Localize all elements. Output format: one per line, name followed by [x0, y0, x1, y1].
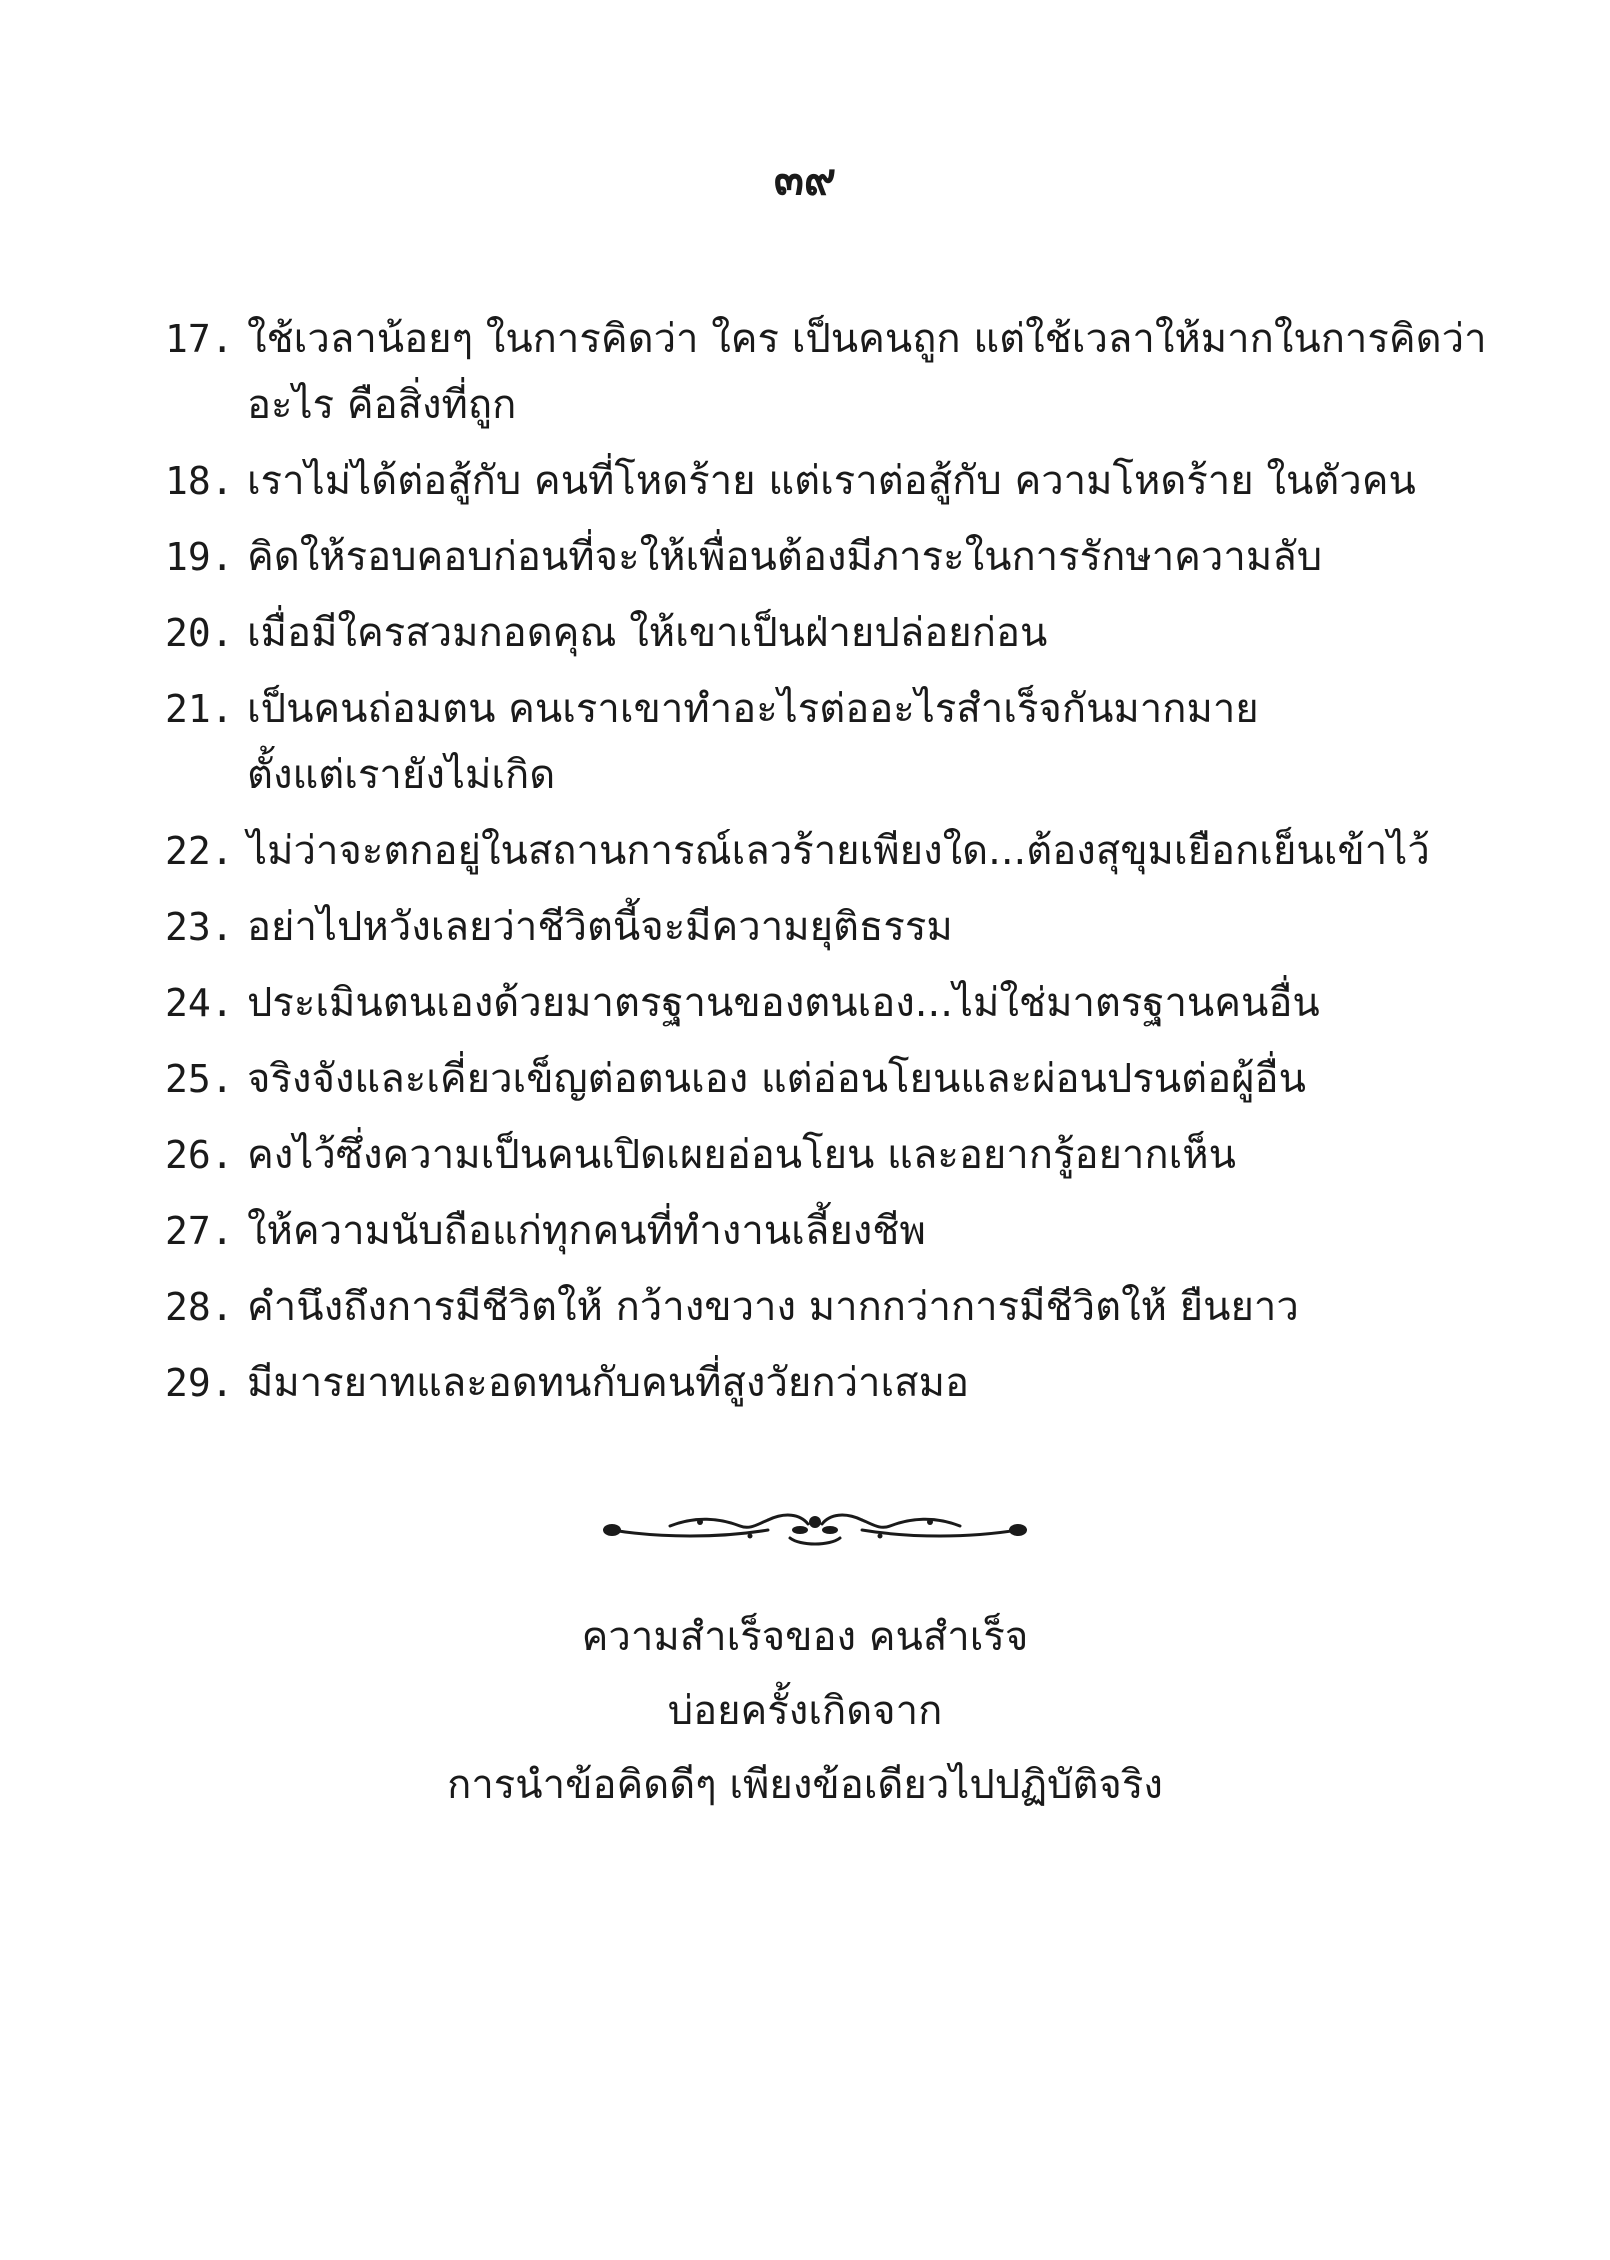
item-text: มีมารยาทและอดทนกับคนที่สูงวัยกว่าเสมอ [247, 1360, 969, 1406]
item-number: 27. [165, 1209, 234, 1253]
list-item [165, 524, 1485, 590]
list-item [165, 1046, 1485, 1112]
list-item [165, 894, 1485, 960]
item-number: 24. [165, 981, 234, 1025]
closing-line-1: ความสำเร็จของ คนสำเร็จ [581, 1614, 1029, 1660]
item-text: เมื่อมีใครสวมกอดคุณ ให้เขาเป็นฝ่ายปล่อยก่อน [247, 610, 1048, 656]
floral-divider-icon [600, 1508, 1030, 1552]
list-item [165, 1122, 1485, 1188]
list-item [165, 1274, 1485, 1340]
item-number: 23. [165, 905, 234, 949]
item-text: คงไว้ซึ่งความเป็นคนเปิดเผยอ่อนโยน และอยากรู้อยากเห็น [247, 1132, 1236, 1178]
item-text: ไม่ว่าจะตกอยู่ในสถานการณ์เลวร้ายเพียงใด...ต้องสุขุมเยือกเย็นเข้าไว้ [247, 828, 1430, 874]
item-number: 25. [165, 1057, 234, 1101]
item-text-continued: อะไร คือสิ่งที่ถูก [247, 382, 517, 428]
item-text: คำนึงถึงการมีชีวิตให้ กว้างขวาง มากกว่าการมีชีวิตให้ ยืนยาว [247, 1284, 1299, 1330]
advice-list [165, 306, 1485, 1426]
item-number: 28. [165, 1285, 234, 1329]
item-number: 22. [165, 829, 234, 873]
list-item [165, 448, 1485, 514]
list-item [165, 1350, 1485, 1416]
item-text: คิดให้รอบคอบก่อนที่จะให้เพื่อนต้องมีภาระในการรักษาความลับ [247, 534, 1323, 580]
item-number: 19. [165, 535, 234, 579]
item-number: 18. [165, 459, 234, 503]
item-number: 20. [165, 611, 234, 655]
list-item [165, 676, 1485, 808]
item-number: 17. [165, 317, 234, 361]
item-text: อย่าไปหวังเลยว่าชีวิตนี้จะมีความยุติธรรม [247, 904, 953, 950]
item-text: จริงจังและเคี่ยวเข็ญต่อตนเอง แต่อ่อนโยนและผ่อนปรนต่อผู้อื่น [247, 1056, 1306, 1102]
list-item [165, 600, 1485, 666]
list-item [165, 1198, 1485, 1264]
item-text: เป็นคนถ่อมตน คนเราเขาทำอะไรต่ออะไรสำเร็จกันมากมาย [247, 686, 1259, 732]
closing-line-2: บ่อยครั้งเกิดจาก [667, 1688, 943, 1734]
list-item [165, 306, 1485, 438]
item-text: ใช้เวลาน้อยๆ ในการคิดว่า ใคร เป็นคนถูก แต่ใช้เวลาให้มากในการคิดว่า [247, 316, 1487, 362]
list-item [165, 970, 1485, 1036]
item-number: 26. [165, 1133, 234, 1177]
item-text: ประเมินตนเองด้วยมาตรฐานของตนเอง...ไม่ใช่มาตรฐานคนอื่น [247, 980, 1320, 1026]
item-number: 21. [165, 687, 234, 731]
item-text: ให้ความนับถือแก่ทุกคนที่ทำงานเลี้ยงชีพ [247, 1208, 926, 1254]
closing-quote [0, 1600, 1610, 1822]
item-text: เราไม่ได้ต่อสู้กับ คนที่โหดร้าย แต่เราต่อสู้กับ ความโหดร้าย ในตัวคน [247, 458, 1416, 504]
list-item [165, 818, 1485, 884]
item-number: 29. [165, 1361, 234, 1405]
item-text-continued: ตั้งแต่เรายังไม่เกิด [247, 752, 556, 798]
page-number: ๓๙ [773, 154, 837, 205]
closing-line-3: การนำข้อคิดดีๆ เพียงข้อเดียวไปปฏิบัติจริง [447, 1762, 1163, 1808]
